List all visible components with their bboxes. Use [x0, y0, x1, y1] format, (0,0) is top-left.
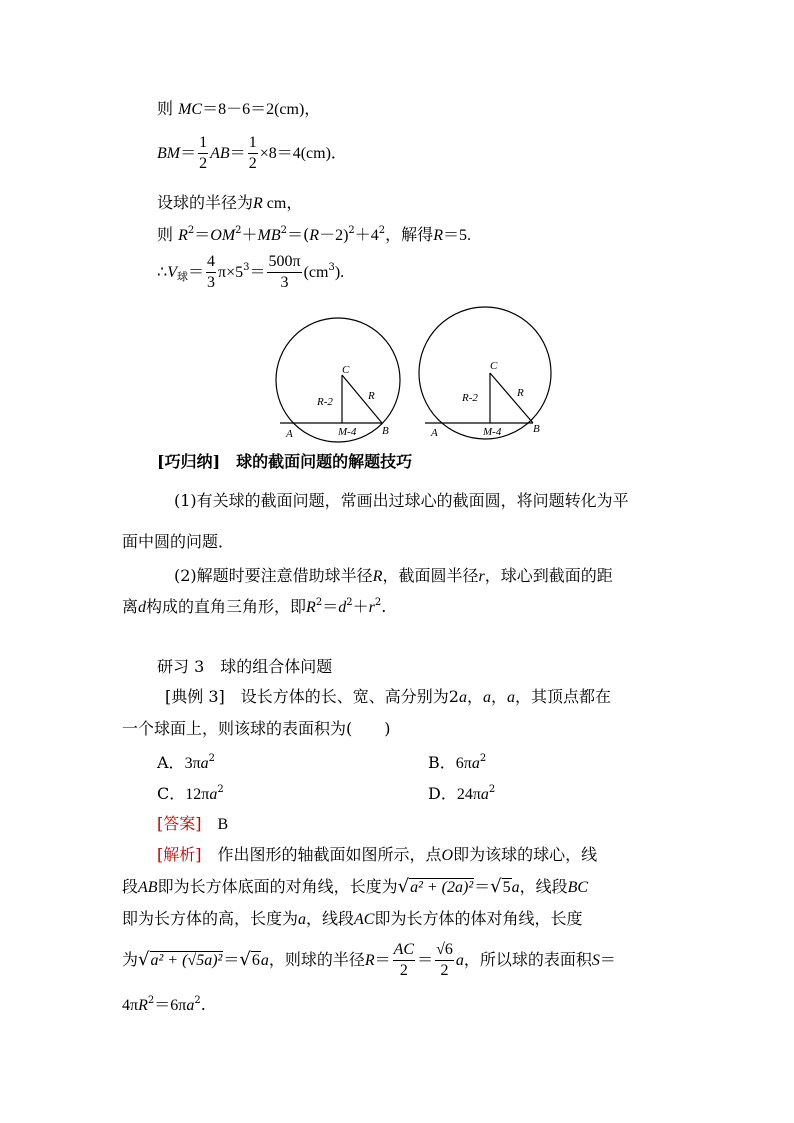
option-label: B． — [428, 753, 456, 772]
var: r — [478, 568, 485, 585]
sphere-cross-section-figure-right — [415, 305, 560, 445]
text: 作出图形的轴截面如图所示，点 — [201, 845, 442, 864]
frac-num: 4 — [206, 252, 216, 273]
sub: 球 — [176, 270, 188, 283]
tip-title: 球的截面问题的解题技巧 — [236, 452, 413, 471]
tip-p2-line1 — [174, 565, 613, 588]
sup: 2 — [280, 225, 288, 236]
text: (1)有关球的截面问题，常画出过球心的截面圆，将问题转化为平 — [174, 491, 629, 510]
text: ＝ — [599, 950, 616, 969]
var-v: V — [167, 264, 177, 281]
var: a — [471, 755, 480, 772]
text: ×8＝4(cm)． — [259, 145, 347, 162]
sup: 2 — [194, 995, 201, 1006]
solution-volume-line — [157, 252, 344, 293]
solution-mc-line — [157, 98, 320, 121]
section-title — [157, 656, 332, 678]
option-b — [428, 750, 486, 773]
var: R — [306, 599, 316, 616]
label-c: C — [342, 364, 350, 376]
var: a — [209, 786, 218, 803]
tip-p2-line2: 离d构成的直角三角形，即$R^2=d^2+r^2$. — [122, 597, 387, 616]
answer-line — [157, 813, 228, 836]
analysis-line2: 段AB即为长方体底面的对角线，长度为√a² + (2a)²＝√5a，线段BC — [122, 876, 589, 897]
therefore-symbol: ∴ — [157, 262, 168, 281]
text: cm， — [262, 195, 303, 212]
option-a — [157, 750, 215, 773]
sqrt-expr: a² + (√5a)² — [150, 952, 223, 969]
sqrt-5: 5 — [502, 879, 511, 896]
text: ， — [466, 687, 483, 706]
text: 则 — [157, 225, 179, 244]
text: (cm — [303, 264, 329, 281]
option-coef: 12π — [185, 786, 210, 803]
fraction-sqrt6-2 — [435, 940, 454, 981]
sup: 2 — [348, 225, 355, 236]
sup: 2 — [147, 995, 155, 1006]
label-a: A — [431, 427, 438, 439]
sup: 2 — [208, 753, 216, 764]
text: ＝5. — [442, 227, 471, 244]
text: ＝ — [249, 262, 266, 281]
text: ＝ — [223, 950, 240, 969]
analysis-line1 — [157, 844, 597, 867]
text: ，线段 — [306, 909, 355, 928]
tip-tag: [巧归纳] — [157, 452, 221, 471]
sup: 2 — [378, 225, 386, 236]
tip-p1-line2 — [122, 531, 234, 553]
solution-bm-line — [157, 133, 347, 174]
fraction-ac-2 — [393, 940, 415, 981]
var: a — [455, 952, 464, 969]
text: π×5 — [217, 264, 244, 281]
segment-cb — [490, 373, 533, 423]
text: ＋ — [241, 225, 258, 244]
text: 构成的直角三角形，即 — [146, 597, 307, 616]
label-b: B — [382, 425, 389, 437]
text: ＝ — [322, 597, 339, 616]
frac-num: 500π — [267, 252, 301, 273]
fraction-500pi — [267, 252, 301, 293]
analysis-line4: 为√a² + (√5a)²＝√6a，则球的半径R＝ $\frac{AC}{2}$ ＝ $\frac{√6}{2}$ a，所以球的表面积S＝ — [122, 941, 616, 979]
text: ＝ — [417, 950, 434, 969]
var: R — [138, 997, 148, 1014]
sqrt-expr: a² + (2a)² — [410, 879, 474, 896]
text: . — [381, 597, 387, 616]
frac-den: 2 — [199, 155, 208, 172]
frac-num: 1 — [198, 133, 208, 154]
var: d — [138, 599, 147, 616]
text: ＝ — [474, 877, 491, 896]
var: a — [458, 689, 467, 706]
text: 段 — [122, 877, 139, 896]
option-coef: 24π — [456, 786, 481, 803]
frac-den: 2 — [248, 155, 257, 172]
text: ＝ — [180, 143, 197, 162]
text: ＝8－6＝2(cm)， — [202, 101, 321, 118]
var: OM — [210, 227, 236, 244]
text: ，解得 — [385, 225, 434, 244]
option-c — [157, 781, 224, 804]
label-r: R — [517, 387, 524, 399]
text: ＋4 — [354, 227, 379, 244]
text: 面中圆的问题． — [122, 532, 235, 551]
var: BC — [567, 879, 589, 896]
label-m-4: M-4 — [483, 426, 502, 438]
var: R — [309, 227, 320, 244]
text: ＝ — [229, 143, 246, 162]
label-m-4: M-4 — [338, 426, 357, 438]
text: ，截面圆半径 — [382, 566, 479, 585]
label-r-minus-2: R-2 — [317, 396, 333, 408]
text: 即为长方体的体对角线，长度 — [374, 909, 583, 928]
option-label: C． — [157, 784, 186, 803]
text: ，其顶点都在 — [514, 687, 611, 706]
var: a — [260, 952, 269, 969]
fraction-four-thirds — [206, 252, 216, 293]
text: ，则球的半径 — [268, 950, 365, 969]
option-label: A． — [157, 753, 185, 772]
var: O — [441, 847, 454, 864]
frac-den: 2 — [399, 962, 408, 979]
text: －2) — [319, 227, 349, 244]
var: AC — [354, 911, 375, 928]
var: R — [364, 952, 375, 969]
var: R — [178, 227, 188, 244]
var: a — [511, 879, 520, 896]
var: a — [506, 689, 515, 706]
example-line1 — [165, 686, 611, 709]
fraction-half — [248, 133, 258, 174]
analysis-line3 — [122, 908, 583, 931]
text: 即为长方体底面的对角线，长度为 — [157, 877, 398, 896]
label-r: R — [368, 390, 375, 402]
text: ＝( — [287, 225, 310, 244]
sup: 2 — [235, 225, 242, 236]
option-coef: 3π — [184, 755, 201, 772]
answer-tag: [答案] — [157, 814, 202, 833]
text: 即为长方体的高，长度为 — [122, 909, 299, 928]
sqrt-6: 6 — [251, 952, 260, 969]
segment-cb — [342, 375, 382, 423]
text: ，所以球的表面积 — [463, 950, 592, 969]
frac-num: √6 — [435, 940, 454, 961]
var: R — [372, 568, 383, 585]
sup: 2 — [187, 225, 195, 236]
var: d — [338, 599, 347, 616]
var-mc: MC — [178, 101, 203, 118]
var: AB — [138, 879, 158, 896]
text: ). — [334, 264, 345, 281]
var: a — [480, 786, 489, 803]
var: R — [433, 227, 443, 244]
tip-heading — [157, 451, 412, 473]
text: ，线段 — [519, 877, 568, 896]
text: . — [200, 995, 206, 1014]
text: ＋ — [352, 597, 369, 616]
frac-num: AC — [393, 940, 415, 961]
section-title-text: 研习 3 球的组合体问题 — [157, 657, 333, 676]
frac-num: 1 — [248, 133, 258, 154]
example-line2 — [122, 718, 391, 740]
label-r-minus-2: R-2 — [462, 392, 478, 404]
text: 一个球面上，则该球的表面积为( ) — [122, 719, 391, 738]
analysis-line5 — [122, 994, 206, 1017]
option-label: D． — [428, 784, 457, 803]
sup: 2 — [488, 784, 496, 795]
text: 离 — [122, 597, 139, 616]
frac-den: 2 — [440, 962, 449, 979]
analysis-tag: [解析] — [157, 845, 202, 864]
sphere-cross-section-figure-left — [272, 315, 402, 445]
frac-den: 3 — [206, 274, 215, 291]
var: a — [482, 689, 491, 706]
solution-radius-line — [157, 192, 302, 215]
sup: 2 — [217, 784, 224, 795]
var-bm: BM — [157, 145, 181, 162]
var: MB — [257, 227, 281, 244]
var-ab: AB — [210, 145, 230, 162]
sup: 2 — [479, 753, 487, 764]
var: a — [186, 997, 195, 1014]
text: (2)解题时要注意借助球半径 — [174, 566, 373, 585]
text: ＝ — [374, 950, 391, 969]
option-d — [428, 781, 495, 804]
tip-p1-line1 — [174, 490, 629, 512]
var: a — [298, 911, 307, 928]
fraction-half — [198, 133, 208, 174]
frac-den: 3 — [280, 274, 289, 291]
label-c: C — [490, 360, 498, 372]
answer-value: B — [217, 816, 229, 833]
label-a: A — [286, 428, 293, 440]
sup: 3 — [243, 262, 250, 273]
text: ，球心到截面的距 — [484, 566, 613, 585]
text: 设球的半径为 — [157, 193, 254, 212]
text: ＝ — [194, 225, 211, 244]
var: a — [200, 755, 209, 772]
solution-equation-line — [157, 224, 471, 247]
text: ＝ — [187, 262, 204, 281]
text: 设长方体的长、宽、高分别为2 — [224, 687, 459, 706]
text: 为 — [122, 950, 139, 969]
circle — [419, 307, 551, 439]
text: 即为该球的球心，线 — [453, 845, 598, 864]
example-tag: [典例 3] — [165, 687, 225, 706]
sup: 3 — [328, 262, 335, 273]
text: ＝6π — [154, 997, 187, 1014]
text: 则 — [157, 99, 179, 118]
option-coef: 6π — [455, 755, 472, 772]
var: S — [591, 952, 600, 969]
text: 4π — [122, 997, 139, 1014]
text: ， — [490, 687, 507, 706]
label-b: B — [533, 423, 540, 435]
var-r: R — [253, 195, 263, 212]
var: r — [368, 599, 375, 616]
